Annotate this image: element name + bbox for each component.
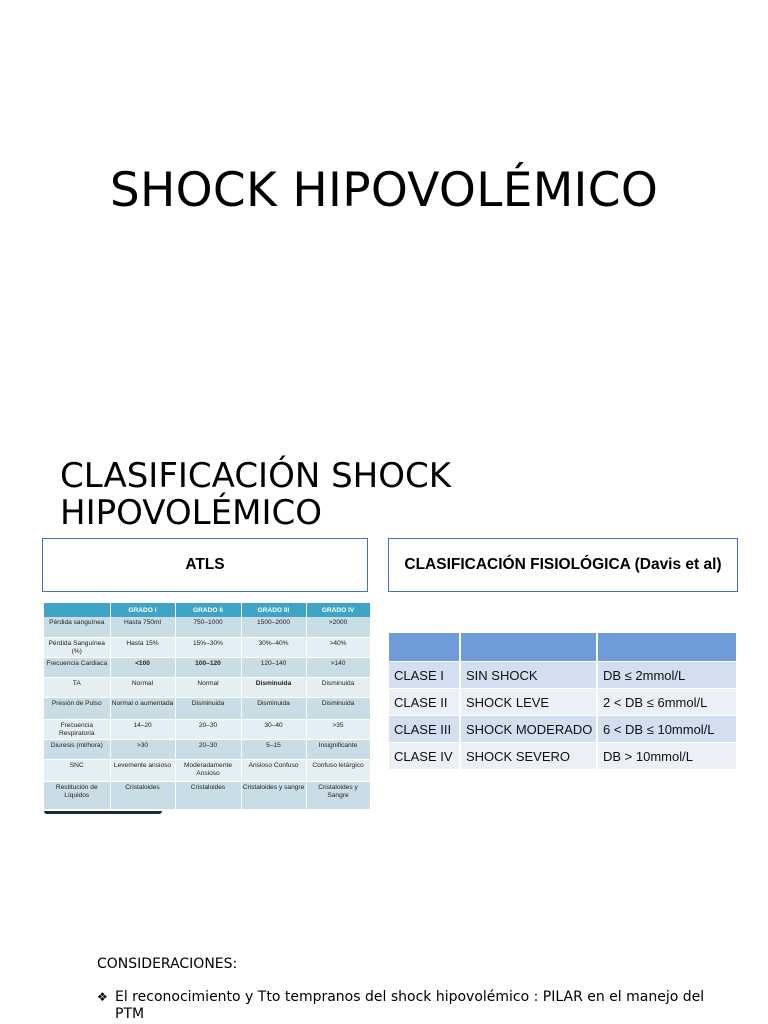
table-cell: Normal — [110, 677, 175, 697]
table-row — [44, 617, 370, 637]
table-cell: 750–1000 — [175, 617, 241, 637]
list-item — [97, 989, 717, 1023]
table-row — [44, 739, 370, 759]
table-cell: Restitución de Líquidos — [44, 781, 110, 809]
table-cell: Frecuencia Respiratoria — [44, 719, 110, 739]
table-cell: Disminuida — [175, 697, 241, 719]
atls-header-cell: GRADO IV — [306, 603, 370, 617]
table-row — [389, 689, 737, 716]
table-cell: SNC — [44, 759, 110, 781]
davis-table — [389, 633, 738, 769]
table-cell: >35 — [306, 719, 370, 739]
fisio-label: CLASIFICACIÓN FISIOLÓGICA (Davis et al) — [404, 556, 722, 573]
page-title: SHOCK HIPOVOLÉMICO — [109, 163, 659, 218]
table-cell: Pérdida Sanguínea (%) — [44, 637, 110, 657]
fisio-label-box — [388, 538, 738, 592]
table-cell: Cristaloides — [175, 781, 241, 809]
table-cell: Disminuida — [241, 697, 306, 719]
table-cell: Moderadamente Ansioso — [175, 759, 241, 781]
table-row — [44, 759, 370, 781]
subtitle-line-1: CLASIFICACIÓN SHOCK — [60, 456, 452, 496]
table-cell: DB ≤ 2mmol/L — [597, 662, 737, 689]
atls-label: ATLS — [185, 556, 225, 573]
table-cell: 30–40 — [241, 719, 306, 739]
table-cell: Cristaloides y sangre — [241, 781, 306, 809]
davis-header-cell — [460, 633, 597, 662]
table-cell: >2000 — [306, 617, 370, 637]
table-cell: 14–20 — [110, 719, 175, 739]
table-cell: TA — [44, 677, 110, 697]
table-cell: SHOCK SEVERO — [460, 743, 597, 770]
table-cell: SHOCK MODERADO — [460, 716, 597, 743]
list-item-text: El reconocimiento y Tto tempranos del shock hipovolémico : PILAR en el manejo del PTM — [115, 989, 705, 1022]
table-cell: >140 — [306, 657, 370, 677]
table-cell: 5–15 — [241, 739, 306, 759]
table-cell: 1500–2000 — [241, 617, 306, 637]
table-cell: 2 < DB ≤ 6mmol/L — [597, 689, 737, 716]
atls-header-cell: GRADO II — [175, 603, 241, 617]
section-subtitle — [60, 458, 620, 532]
table-row — [44, 677, 370, 697]
table-cell: SIN SHOCK — [460, 662, 597, 689]
table-row — [44, 637, 370, 657]
table-cell: Hasta 750ml — [110, 617, 175, 637]
table-cell: Normal o aumentada — [110, 697, 175, 719]
table-row — [44, 657, 370, 677]
atls-header-cell: GRADO III — [241, 603, 306, 617]
table-cell: Ansioso Confuso — [241, 759, 306, 781]
table-row — [389, 662, 737, 689]
table-cell: SHOCK LEVE — [460, 689, 597, 716]
table-cell: 20–30 — [175, 739, 241, 759]
table-row — [44, 697, 370, 719]
atls-header-cell — [44, 603, 110, 617]
table-cell: Frecuencia Cardiaca — [44, 657, 110, 677]
table-cell: Disminuida — [306, 697, 370, 719]
table-image-shadow — [44, 811, 162, 814]
table-cell: Hasta 15% — [110, 637, 175, 657]
considerations-title: CONSIDERACIONES: — [97, 956, 238, 972]
atls-table — [44, 603, 371, 810]
table-cell: 6 < DB ≤ 10mmol/L — [597, 716, 737, 743]
table-cell: Normal — [175, 677, 241, 697]
table-cell: Disminuida — [241, 677, 306, 697]
atls-header-cell: GRADO I — [110, 603, 175, 617]
table-cell: Disminuida — [306, 677, 370, 697]
table-cell: DB > 10mmol/L — [597, 743, 737, 770]
table-cell: Confuso letárgico — [306, 759, 370, 781]
diamond-bullet-icon: ❖ — [97, 990, 108, 1004]
davis-header-cell — [389, 633, 460, 662]
table-cell: Cristaloides — [110, 781, 175, 809]
table-row — [44, 781, 370, 809]
atls-header-row — [44, 603, 370, 617]
table-cell: CLASE IV — [389, 743, 460, 770]
table-cell: >30 — [110, 739, 175, 759]
table-cell: 120–140 — [241, 657, 306, 677]
table-cell: Pérdida sanguínea — [44, 617, 110, 637]
table-cell: 100–120 — [175, 657, 241, 677]
table-cell: CLASE II — [389, 689, 460, 716]
table-cell: 15%–30% — [175, 637, 241, 657]
davis-header-cell — [597, 633, 737, 662]
table-cell: Diuresis (ml/hora) — [44, 739, 110, 759]
table-row — [44, 719, 370, 739]
table-cell: 30%–40% — [241, 637, 306, 657]
table-cell: Insignificante — [306, 739, 370, 759]
table-cell: <100 — [110, 657, 175, 677]
subtitle-line-2: HIPOVOLÉMICO — [60, 493, 322, 533]
table-row — [389, 743, 737, 770]
table-cell: CLASE I — [389, 662, 460, 689]
atls-label-box — [42, 538, 368, 592]
table-cell: 20–30 — [175, 719, 241, 739]
table-cell: Levemente ansioso — [110, 759, 175, 781]
table-cell: >40% — [306, 637, 370, 657]
table-row — [389, 716, 737, 743]
davis-header-row — [389, 633, 737, 662]
table-cell: Presión de Pulso — [44, 697, 110, 719]
table-cell: Cristaloides y Sangre — [306, 781, 370, 809]
table-cell: CLASE III — [389, 716, 460, 743]
